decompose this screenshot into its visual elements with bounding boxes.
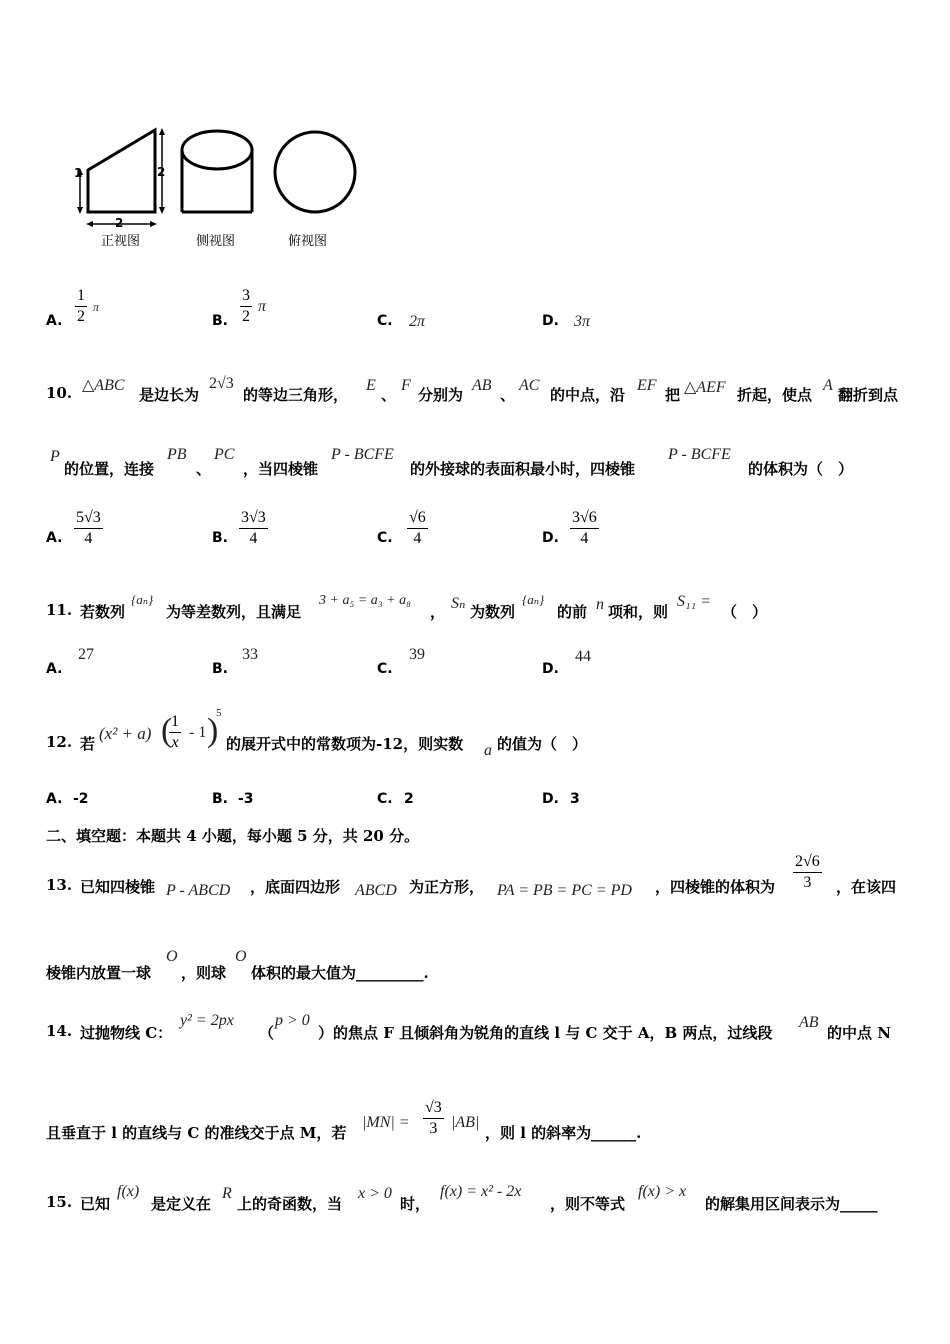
front-view-label: 正视图 xyxy=(101,234,141,249)
question-number: 14. xyxy=(46,1022,73,1040)
q9-option-c-value: 2π xyxy=(409,313,426,330)
q10-option-a-label: A. xyxy=(46,530,63,546)
q12-option-d-value: 3 xyxy=(570,791,580,807)
q10-option-c-value: $\frac{√6}{4}$ xyxy=(409,509,426,547)
side-view-label: 侧视图 xyxy=(196,234,236,249)
q10-option-b-label: B. xyxy=(212,530,228,546)
q10-option-d-label: D. xyxy=(542,530,559,546)
q9-option-c-label: C. xyxy=(377,313,393,329)
q11-option-d-label: D. xyxy=(542,661,559,677)
q9-option-b-label: B. xyxy=(212,313,228,329)
q11-option-d-value: 44 xyxy=(575,648,591,665)
q12-option-c-label: C. xyxy=(377,791,393,807)
q13-volume-fraction: $\frac{2√6}{3}$ xyxy=(795,853,820,891)
q12-option-a-value: -2 xyxy=(73,791,89,807)
q11-option-a-value: 27 xyxy=(78,646,94,663)
q11-option-c-label: C. xyxy=(377,661,393,677)
top-view-shape xyxy=(275,132,355,212)
q11-option-c-value: 39 xyxy=(409,646,425,663)
q9-option-d-label: D. xyxy=(542,313,559,329)
q12-option-a-label: A. xyxy=(46,791,63,807)
q12-option-b-value: -3 xyxy=(238,791,254,807)
question-number: 15. xyxy=(46,1193,73,1211)
q14-ratio-fraction: $\frac{√3}{3}$ xyxy=(425,1099,442,1137)
q9-option-d-value: 3π xyxy=(574,313,591,330)
q9-option-b-value: $\frac{3}{2}$ xyxy=(242,287,250,325)
q9-option-a-label: A. xyxy=(46,313,63,329)
question-number: 11. xyxy=(46,601,73,619)
front-view-shape xyxy=(88,130,155,212)
q10-option-d-value: $\frac{3√6}{4}$ xyxy=(572,509,597,547)
dim-1-label: 1 xyxy=(74,166,83,180)
q11-option-b-value: 33 xyxy=(242,646,258,663)
q9-option-a-value: $\frac{1}{2}$ xyxy=(77,287,85,325)
q10-option-a-value: $\frac{5√3}{4}$ xyxy=(76,509,101,547)
q11-option-a-label: A. xyxy=(46,661,63,677)
dim-2-width-label: 2 xyxy=(115,216,124,230)
q12-option-c-value: 2 xyxy=(404,791,414,807)
q10-option-b-value: $\frac{3√3}{4}$ xyxy=(241,509,266,547)
q12-option-d-label: D. xyxy=(542,791,559,807)
question-number: 13. xyxy=(46,876,73,894)
dim-2-height-label: 2 xyxy=(157,165,166,179)
q10-option-c-label: C. xyxy=(377,530,393,546)
question-number: 12. xyxy=(46,733,73,751)
q12-fraction: $\frac{1}{x}$ xyxy=(171,713,179,751)
section-heading: 二、填空题：本题共 4 小题，每小题 5 分，共 20 分。 xyxy=(46,827,420,845)
question-number: 10. xyxy=(46,384,73,402)
top-view-label: 俯视图 xyxy=(288,234,328,249)
q12-option-b-label: B. xyxy=(212,791,228,807)
side-view-shape xyxy=(182,131,252,169)
q11-option-b-label: B. xyxy=(212,661,228,677)
